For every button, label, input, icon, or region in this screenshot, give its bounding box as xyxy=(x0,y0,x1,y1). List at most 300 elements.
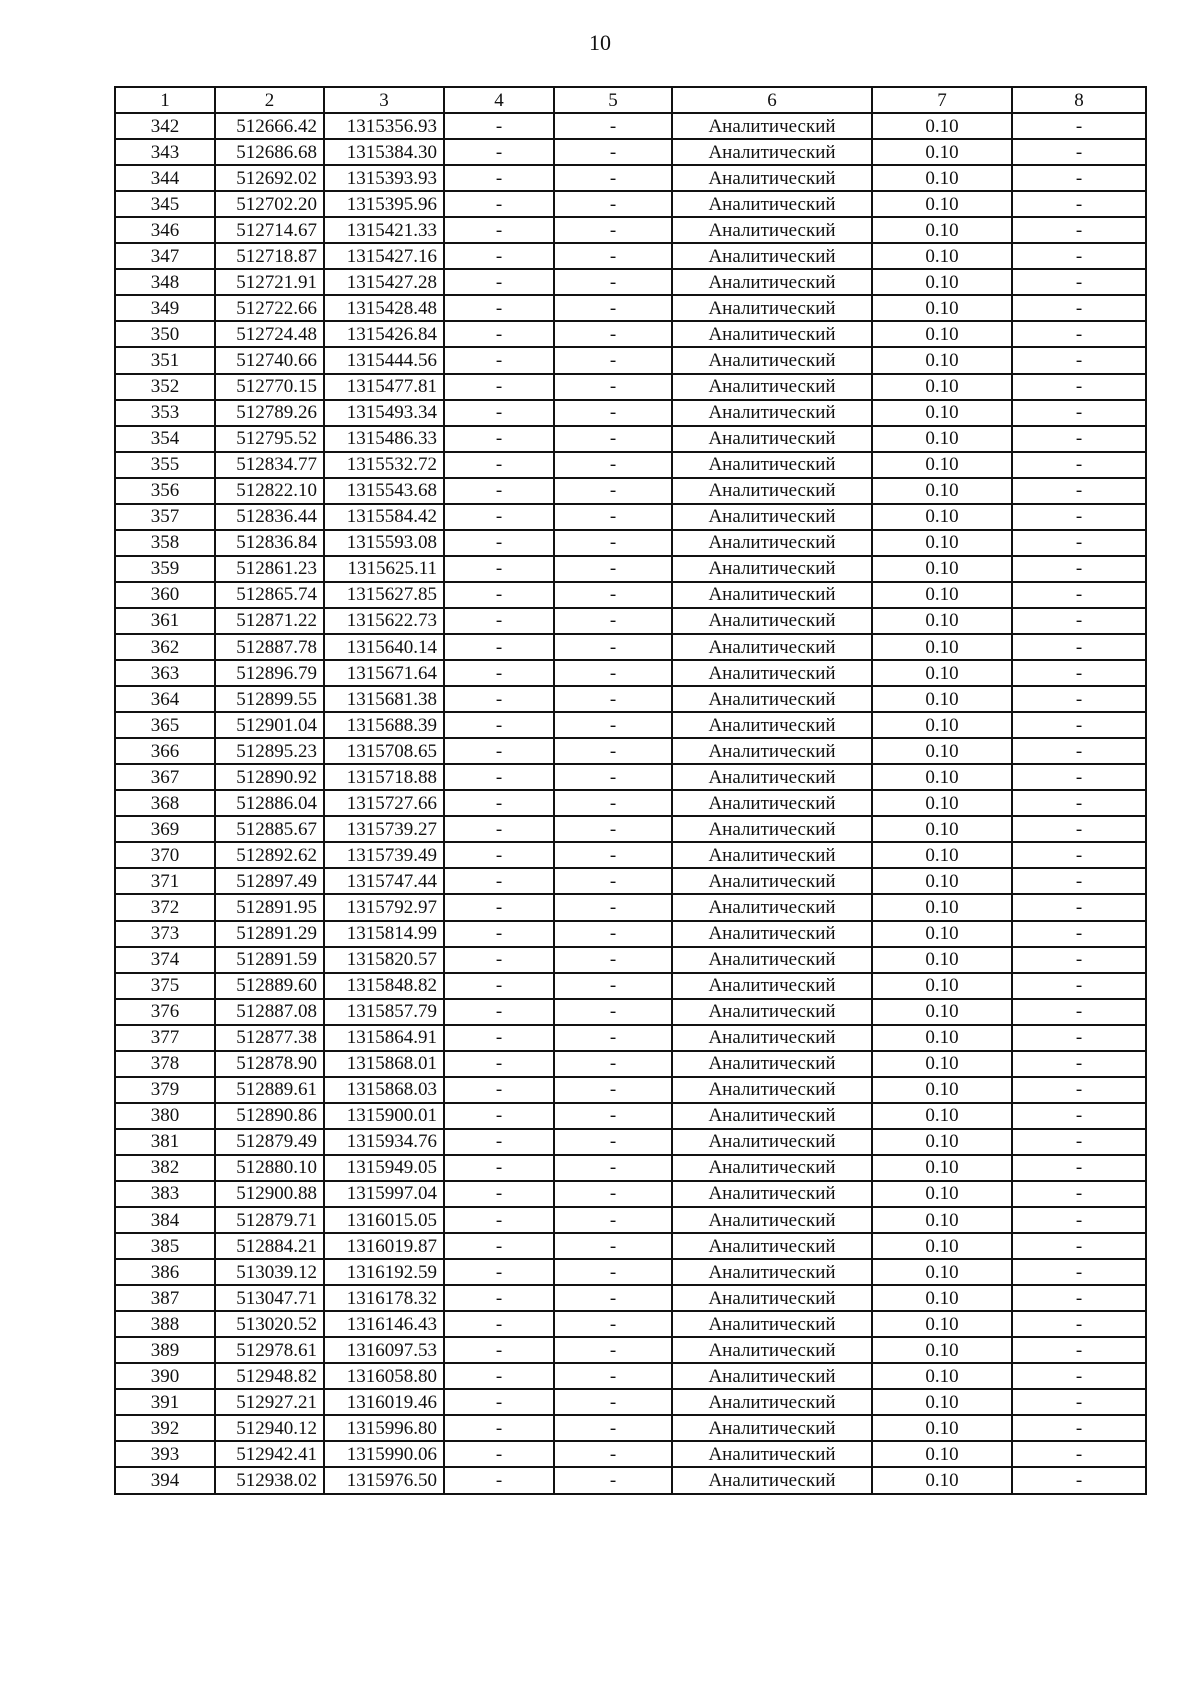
cell-coord-x: 512740.66 xyxy=(215,347,324,373)
cell-col-8: - xyxy=(1012,113,1146,139)
cell-method: Аналитический xyxy=(672,1025,872,1051)
cell-col-5: - xyxy=(554,1441,672,1467)
cell-col-5: - xyxy=(554,1207,672,1233)
cell-method: Аналитический xyxy=(672,608,872,634)
cell-method: Аналитический xyxy=(672,634,872,660)
cell-coord-y: 1315444.56 xyxy=(324,347,444,373)
cell-col-4: - xyxy=(444,1415,554,1441)
cell-coord-x: 512899.55 xyxy=(215,686,324,712)
cell-col-8: - xyxy=(1012,1233,1146,1259)
cell-col-4: - xyxy=(444,243,554,269)
cell-coord-y: 1315593.08 xyxy=(324,530,444,556)
cell-col-8: - xyxy=(1012,269,1146,295)
cell-accuracy: 0.10 xyxy=(872,556,1012,582)
cell-accuracy: 0.10 xyxy=(872,738,1012,764)
cell-col-5: - xyxy=(554,1311,672,1337)
cell-coord-y: 1315868.03 xyxy=(324,1077,444,1103)
cell-coord-x: 512718.87 xyxy=(215,243,324,269)
table-row xyxy=(115,426,1146,452)
table-row xyxy=(115,634,1146,660)
cell-col-4: - xyxy=(444,1259,554,1285)
cell-coord-y: 1316192.59 xyxy=(324,1259,444,1285)
cell-point-number: 362 xyxy=(115,634,215,660)
table-header-row xyxy=(115,87,1146,113)
cell-method: Аналитический xyxy=(672,426,872,452)
cell-accuracy: 0.10 xyxy=(872,1129,1012,1155)
cell-col-5: - xyxy=(554,1051,672,1077)
cell-col-5: - xyxy=(554,738,672,764)
cell-col-5: - xyxy=(554,764,672,790)
cell-accuracy: 0.10 xyxy=(872,426,1012,452)
table-row xyxy=(115,530,1146,556)
cell-col-4: - xyxy=(444,530,554,556)
cell-col-4: - xyxy=(444,738,554,764)
cell-coord-x: 512887.08 xyxy=(215,999,324,1025)
cell-col-4: - xyxy=(444,1233,554,1259)
cell-col-8: - xyxy=(1012,764,1146,790)
cell-col-5: - xyxy=(554,113,672,139)
cell-col-8: - xyxy=(1012,1259,1146,1285)
cell-method: Аналитический xyxy=(672,1155,872,1181)
cell-col-8: - xyxy=(1012,790,1146,816)
cell-accuracy: 0.10 xyxy=(872,191,1012,217)
cell-point-number: 346 xyxy=(115,217,215,243)
coordinates-table xyxy=(114,86,1147,1495)
cell-col-8: - xyxy=(1012,816,1146,842)
cell-coord-y: 1315727.66 xyxy=(324,790,444,816)
cell-point-number: 359 xyxy=(115,556,215,582)
cell-col-8: - xyxy=(1012,217,1146,243)
cell-coord-x: 512836.44 xyxy=(215,504,324,530)
cell-method: Аналитический xyxy=(672,764,872,790)
cell-point-number: 360 xyxy=(115,582,215,608)
cell-point-number: 377 xyxy=(115,1025,215,1051)
cell-col-4: - xyxy=(444,1103,554,1129)
cell-coord-y: 1315848.82 xyxy=(324,973,444,999)
cell-coord-y: 1316097.53 xyxy=(324,1337,444,1363)
cell-col-8: - xyxy=(1012,686,1146,712)
cell-col-5: - xyxy=(554,816,672,842)
cell-method: Аналитический xyxy=(672,295,872,321)
table-row xyxy=(115,686,1146,712)
cell-col-5: - xyxy=(554,842,672,868)
cell-coord-y: 1315640.14 xyxy=(324,634,444,660)
cell-coord-y: 1315997.04 xyxy=(324,1181,444,1207)
cell-coord-x: 512686.68 xyxy=(215,139,324,165)
cell-col-5: - xyxy=(554,1025,672,1051)
cell-col-8: - xyxy=(1012,1207,1146,1233)
cell-coord-x: 513047.71 xyxy=(215,1285,324,1311)
cell-point-number: 386 xyxy=(115,1259,215,1285)
table-row xyxy=(115,1259,1146,1285)
cell-col-5: - xyxy=(554,973,672,999)
table-row xyxy=(115,790,1146,816)
cell-coord-y: 1315477.81 xyxy=(324,374,444,400)
table-row xyxy=(115,1155,1146,1181)
cell-method: Аналитический xyxy=(672,947,872,973)
cell-method: Аналитический xyxy=(672,973,872,999)
cell-accuracy: 0.10 xyxy=(872,1181,1012,1207)
table-row xyxy=(115,217,1146,243)
table-row xyxy=(115,1181,1146,1207)
cell-coord-x: 512887.78 xyxy=(215,634,324,660)
cell-coord-y: 1316178.32 xyxy=(324,1285,444,1311)
cell-col-8: - xyxy=(1012,1311,1146,1337)
cell-col-8: - xyxy=(1012,426,1146,452)
table-row xyxy=(115,321,1146,347)
table-row xyxy=(115,191,1146,217)
cell-coord-x: 512666.42 xyxy=(215,113,324,139)
cell-coord-y: 1315356.93 xyxy=(324,113,444,139)
cell-col-8: - xyxy=(1012,894,1146,920)
cell-col-8: - xyxy=(1012,1467,1146,1493)
cell-col-5: - xyxy=(554,1103,672,1129)
cell-col-4: - xyxy=(444,1441,554,1467)
cell-method: Аналитический xyxy=(672,1129,872,1155)
table-row xyxy=(115,243,1146,269)
cell-point-number: 345 xyxy=(115,191,215,217)
cell-point-number: 356 xyxy=(115,478,215,504)
cell-accuracy: 0.10 xyxy=(872,452,1012,478)
table-body xyxy=(115,113,1146,1493)
cell-col-4: - xyxy=(444,1051,554,1077)
cell-accuracy: 0.10 xyxy=(872,321,1012,347)
cell-col-8: - xyxy=(1012,374,1146,400)
cell-accuracy: 0.10 xyxy=(872,113,1012,139)
cell-method: Аналитический xyxy=(672,243,872,269)
cell-point-number: 376 xyxy=(115,999,215,1025)
cell-coord-y: 1316019.87 xyxy=(324,1233,444,1259)
cell-accuracy: 0.10 xyxy=(872,842,1012,868)
cell-coord-x: 512865.74 xyxy=(215,582,324,608)
cell-method: Аналитический xyxy=(672,1051,872,1077)
cell-accuracy: 0.10 xyxy=(872,921,1012,947)
cell-point-number: 378 xyxy=(115,1051,215,1077)
cell-col-8: - xyxy=(1012,1155,1146,1181)
cell-col-4: - xyxy=(444,139,554,165)
cell-accuracy: 0.10 xyxy=(872,894,1012,920)
cell-col-8: - xyxy=(1012,400,1146,426)
cell-point-number: 388 xyxy=(115,1311,215,1337)
cell-point-number: 348 xyxy=(115,269,215,295)
cell-coord-x: 512884.21 xyxy=(215,1233,324,1259)
cell-col-4: - xyxy=(444,1129,554,1155)
cell-point-number: 389 xyxy=(115,1337,215,1363)
cell-coord-x: 512891.95 xyxy=(215,894,324,920)
cell-col-8: - xyxy=(1012,1077,1146,1103)
cell-coord-y: 1315996.80 xyxy=(324,1415,444,1441)
cell-accuracy: 0.10 xyxy=(872,686,1012,712)
cell-coord-y: 1315486.33 xyxy=(324,426,444,452)
cell-coord-y: 1315584.42 xyxy=(324,504,444,530)
cell-coord-x: 512948.82 xyxy=(215,1363,324,1389)
cell-method: Аналитический xyxy=(672,686,872,712)
cell-method: Аналитический xyxy=(672,113,872,139)
cell-coord-x: 512938.02 xyxy=(215,1467,324,1493)
cell-method: Аналитический xyxy=(672,921,872,947)
cell-accuracy: 0.10 xyxy=(872,374,1012,400)
cell-accuracy: 0.10 xyxy=(872,712,1012,738)
cell-col-4: - xyxy=(444,165,554,191)
cell-coord-y: 1315688.39 xyxy=(324,712,444,738)
cell-method: Аналитический xyxy=(672,478,872,504)
cell-coord-x: 512942.41 xyxy=(215,1441,324,1467)
cell-point-number: 391 xyxy=(115,1389,215,1415)
cell-accuracy: 0.10 xyxy=(872,1311,1012,1337)
cell-coord-y: 1315427.28 xyxy=(324,269,444,295)
table-row xyxy=(115,1025,1146,1051)
cell-col-4: - xyxy=(444,842,554,868)
cell-point-number: 369 xyxy=(115,816,215,842)
cell-col-4: - xyxy=(444,712,554,738)
table-row xyxy=(115,1077,1146,1103)
table-row xyxy=(115,999,1146,1025)
cell-point-number: 355 xyxy=(115,452,215,478)
cell-coord-y: 1316058.80 xyxy=(324,1363,444,1389)
cell-col-5: - xyxy=(554,634,672,660)
cell-col-5: - xyxy=(554,139,672,165)
cell-col-4: - xyxy=(444,921,554,947)
cell-coord-x: 512822.10 xyxy=(215,478,324,504)
cell-point-number: 349 xyxy=(115,295,215,321)
cell-accuracy: 0.10 xyxy=(872,660,1012,686)
cell-col-8: - xyxy=(1012,1129,1146,1155)
cell-point-number: 381 xyxy=(115,1129,215,1155)
cell-coord-x: 512878.90 xyxy=(215,1051,324,1077)
cell-coord-x: 513020.52 xyxy=(215,1311,324,1337)
column-header-3: 3 xyxy=(324,87,444,113)
cell-method: Аналитический xyxy=(672,894,872,920)
cell-coord-y: 1315814.99 xyxy=(324,921,444,947)
cell-col-8: - xyxy=(1012,660,1146,686)
page-number: 10 xyxy=(589,30,611,55)
cell-col-5: - xyxy=(554,1181,672,1207)
cell-coord-y: 1316019.46 xyxy=(324,1389,444,1415)
cell-coord-y: 1315532.72 xyxy=(324,452,444,478)
cell-method: Аналитический xyxy=(672,504,872,530)
table-row xyxy=(115,165,1146,191)
cell-coord-x: 512892.62 xyxy=(215,842,324,868)
cell-col-8: - xyxy=(1012,634,1146,660)
cell-col-5: - xyxy=(554,921,672,947)
table-row xyxy=(115,582,1146,608)
cell-col-5: - xyxy=(554,347,672,373)
cell-col-5: - xyxy=(554,321,672,347)
cell-coord-y: 1315864.91 xyxy=(324,1025,444,1051)
cell-coord-x: 513039.12 xyxy=(215,1259,324,1285)
cell-coord-x: 512940.12 xyxy=(215,1415,324,1441)
table-row xyxy=(115,894,1146,920)
cell-coord-x: 512877.38 xyxy=(215,1025,324,1051)
cell-method: Аналитический xyxy=(672,738,872,764)
cell-coord-x: 512834.77 xyxy=(215,452,324,478)
cell-col-4: - xyxy=(444,191,554,217)
cell-point-number: 357 xyxy=(115,504,215,530)
cell-method: Аналитический xyxy=(672,660,872,686)
cell-accuracy: 0.10 xyxy=(872,269,1012,295)
cell-method: Аналитический xyxy=(672,1415,872,1441)
table-row xyxy=(115,738,1146,764)
cell-col-5: - xyxy=(554,894,672,920)
cell-coord-x: 512897.49 xyxy=(215,868,324,894)
cell-coord-x: 512721.91 xyxy=(215,269,324,295)
cell-method: Аналитический xyxy=(672,400,872,426)
cell-point-number: 385 xyxy=(115,1233,215,1259)
cell-coord-x: 512722.66 xyxy=(215,295,324,321)
cell-coord-y: 1315622.73 xyxy=(324,608,444,634)
cell-col-4: - xyxy=(444,1155,554,1181)
cell-method: Аналитический xyxy=(672,842,872,868)
table-row xyxy=(115,1337,1146,1363)
cell-accuracy: 0.10 xyxy=(872,1337,1012,1363)
cell-coord-x: 512770.15 xyxy=(215,374,324,400)
cell-col-8: - xyxy=(1012,999,1146,1025)
cell-coord-y: 1316146.43 xyxy=(324,1311,444,1337)
cell-col-5: - xyxy=(554,947,672,973)
cell-accuracy: 0.10 xyxy=(872,1389,1012,1415)
cell-coord-x: 512795.52 xyxy=(215,426,324,452)
cell-point-number: 390 xyxy=(115,1363,215,1389)
cell-coord-y: 1315493.34 xyxy=(324,400,444,426)
cell-accuracy: 0.10 xyxy=(872,634,1012,660)
cell-col-5: - xyxy=(554,608,672,634)
cell-point-number: 366 xyxy=(115,738,215,764)
cell-coord-x: 512879.71 xyxy=(215,1207,324,1233)
cell-col-4: - xyxy=(444,113,554,139)
cell-col-8: - xyxy=(1012,139,1146,165)
cell-point-number: 361 xyxy=(115,608,215,634)
cell-accuracy: 0.10 xyxy=(872,999,1012,1025)
cell-coord-x: 512702.20 xyxy=(215,191,324,217)
cell-col-8: - xyxy=(1012,973,1146,999)
cell-col-5: - xyxy=(554,269,672,295)
cell-accuracy: 0.10 xyxy=(872,165,1012,191)
cell-coord-x: 512861.23 xyxy=(215,556,324,582)
cell-coord-y: 1315393.93 xyxy=(324,165,444,191)
cell-col-8: - xyxy=(1012,1363,1146,1389)
cell-coord-x: 512886.04 xyxy=(215,790,324,816)
cell-method: Аналитический xyxy=(672,556,872,582)
table-row xyxy=(115,947,1146,973)
cell-col-5: - xyxy=(554,1363,672,1389)
cell-point-number: 370 xyxy=(115,842,215,868)
cell-method: Аналитический xyxy=(672,1311,872,1337)
cell-col-4: - xyxy=(444,347,554,373)
cell-coord-y: 1315990.06 xyxy=(324,1441,444,1467)
cell-col-4: - xyxy=(444,947,554,973)
cell-coord-x: 512692.02 xyxy=(215,165,324,191)
cell-col-4: - xyxy=(444,764,554,790)
table-row xyxy=(115,1233,1146,1259)
cell-accuracy: 0.10 xyxy=(872,973,1012,999)
cell-accuracy: 0.10 xyxy=(872,504,1012,530)
cell-col-5: - xyxy=(554,556,672,582)
cell-col-4: - xyxy=(444,1077,554,1103)
cell-point-number: 372 xyxy=(115,894,215,920)
cell-coord-x: 512789.26 xyxy=(215,400,324,426)
cell-method: Аналитический xyxy=(672,452,872,478)
cell-col-4: - xyxy=(444,321,554,347)
cell-col-8: - xyxy=(1012,947,1146,973)
cell-coord-y: 1315934.76 xyxy=(324,1129,444,1155)
cell-point-number: 353 xyxy=(115,400,215,426)
cell-col-4: - xyxy=(444,556,554,582)
table-row xyxy=(115,347,1146,373)
cell-col-8: - xyxy=(1012,243,1146,269)
column-header-5: 5 xyxy=(554,87,672,113)
table-row xyxy=(115,816,1146,842)
cell-method: Аналитический xyxy=(672,321,872,347)
cell-col-5: - xyxy=(554,1129,672,1155)
cell-col-8: - xyxy=(1012,921,1146,947)
cell-col-4: - xyxy=(444,1207,554,1233)
cell-col-5: - xyxy=(554,790,672,816)
cell-coord-x: 512714.67 xyxy=(215,217,324,243)
cell-col-4: - xyxy=(444,973,554,999)
table-row xyxy=(115,1285,1146,1311)
cell-accuracy: 0.10 xyxy=(872,868,1012,894)
cell-method: Аналитический xyxy=(672,868,872,894)
cell-col-5: - xyxy=(554,400,672,426)
table-row xyxy=(115,400,1146,426)
cell-point-number: 393 xyxy=(115,1441,215,1467)
table-row xyxy=(115,504,1146,530)
cell-coord-y: 1315949.05 xyxy=(324,1155,444,1181)
cell-coord-y: 1315395.96 xyxy=(324,191,444,217)
cell-accuracy: 0.10 xyxy=(872,243,1012,269)
cell-col-8: - xyxy=(1012,1441,1146,1467)
cell-col-4: - xyxy=(444,660,554,686)
cell-col-8: - xyxy=(1012,504,1146,530)
cell-point-number: 387 xyxy=(115,1285,215,1311)
cell-col-4: - xyxy=(444,426,554,452)
cell-point-number: 364 xyxy=(115,686,215,712)
cell-col-8: - xyxy=(1012,1337,1146,1363)
cell-col-4: - xyxy=(444,608,554,634)
cell-point-number: 379 xyxy=(115,1077,215,1103)
cell-accuracy: 0.10 xyxy=(872,400,1012,426)
table-row xyxy=(115,269,1146,295)
cell-point-number: 384 xyxy=(115,1207,215,1233)
cell-col-5: - xyxy=(554,243,672,269)
cell-col-8: - xyxy=(1012,452,1146,478)
cell-coord-y: 1315747.44 xyxy=(324,868,444,894)
cell-coord-x: 512890.86 xyxy=(215,1103,324,1129)
cell-col-5: - xyxy=(554,1285,672,1311)
cell-method: Аналитический xyxy=(672,530,872,556)
cell-coord-x: 512836.84 xyxy=(215,530,324,556)
cell-col-5: - xyxy=(554,1415,672,1441)
cell-coord-y: 1315428.48 xyxy=(324,295,444,321)
cell-coord-x: 512901.04 xyxy=(215,712,324,738)
column-header-1: 1 xyxy=(115,87,215,113)
cell-col-5: - xyxy=(554,478,672,504)
table-row xyxy=(115,1103,1146,1129)
cell-col-5: - xyxy=(554,712,672,738)
cell-col-8: - xyxy=(1012,1415,1146,1441)
cell-coord-y: 1315427.16 xyxy=(324,243,444,269)
table-row xyxy=(115,868,1146,894)
cell-accuracy: 0.10 xyxy=(872,530,1012,556)
cell-accuracy: 0.10 xyxy=(872,1285,1012,1311)
cell-col-8: - xyxy=(1012,478,1146,504)
cell-method: Аналитический xyxy=(672,1259,872,1285)
cell-accuracy: 0.10 xyxy=(872,1051,1012,1077)
cell-accuracy: 0.10 xyxy=(872,790,1012,816)
cell-col-5: - xyxy=(554,1259,672,1285)
cell-accuracy: 0.10 xyxy=(872,1155,1012,1181)
cell-point-number: 358 xyxy=(115,530,215,556)
